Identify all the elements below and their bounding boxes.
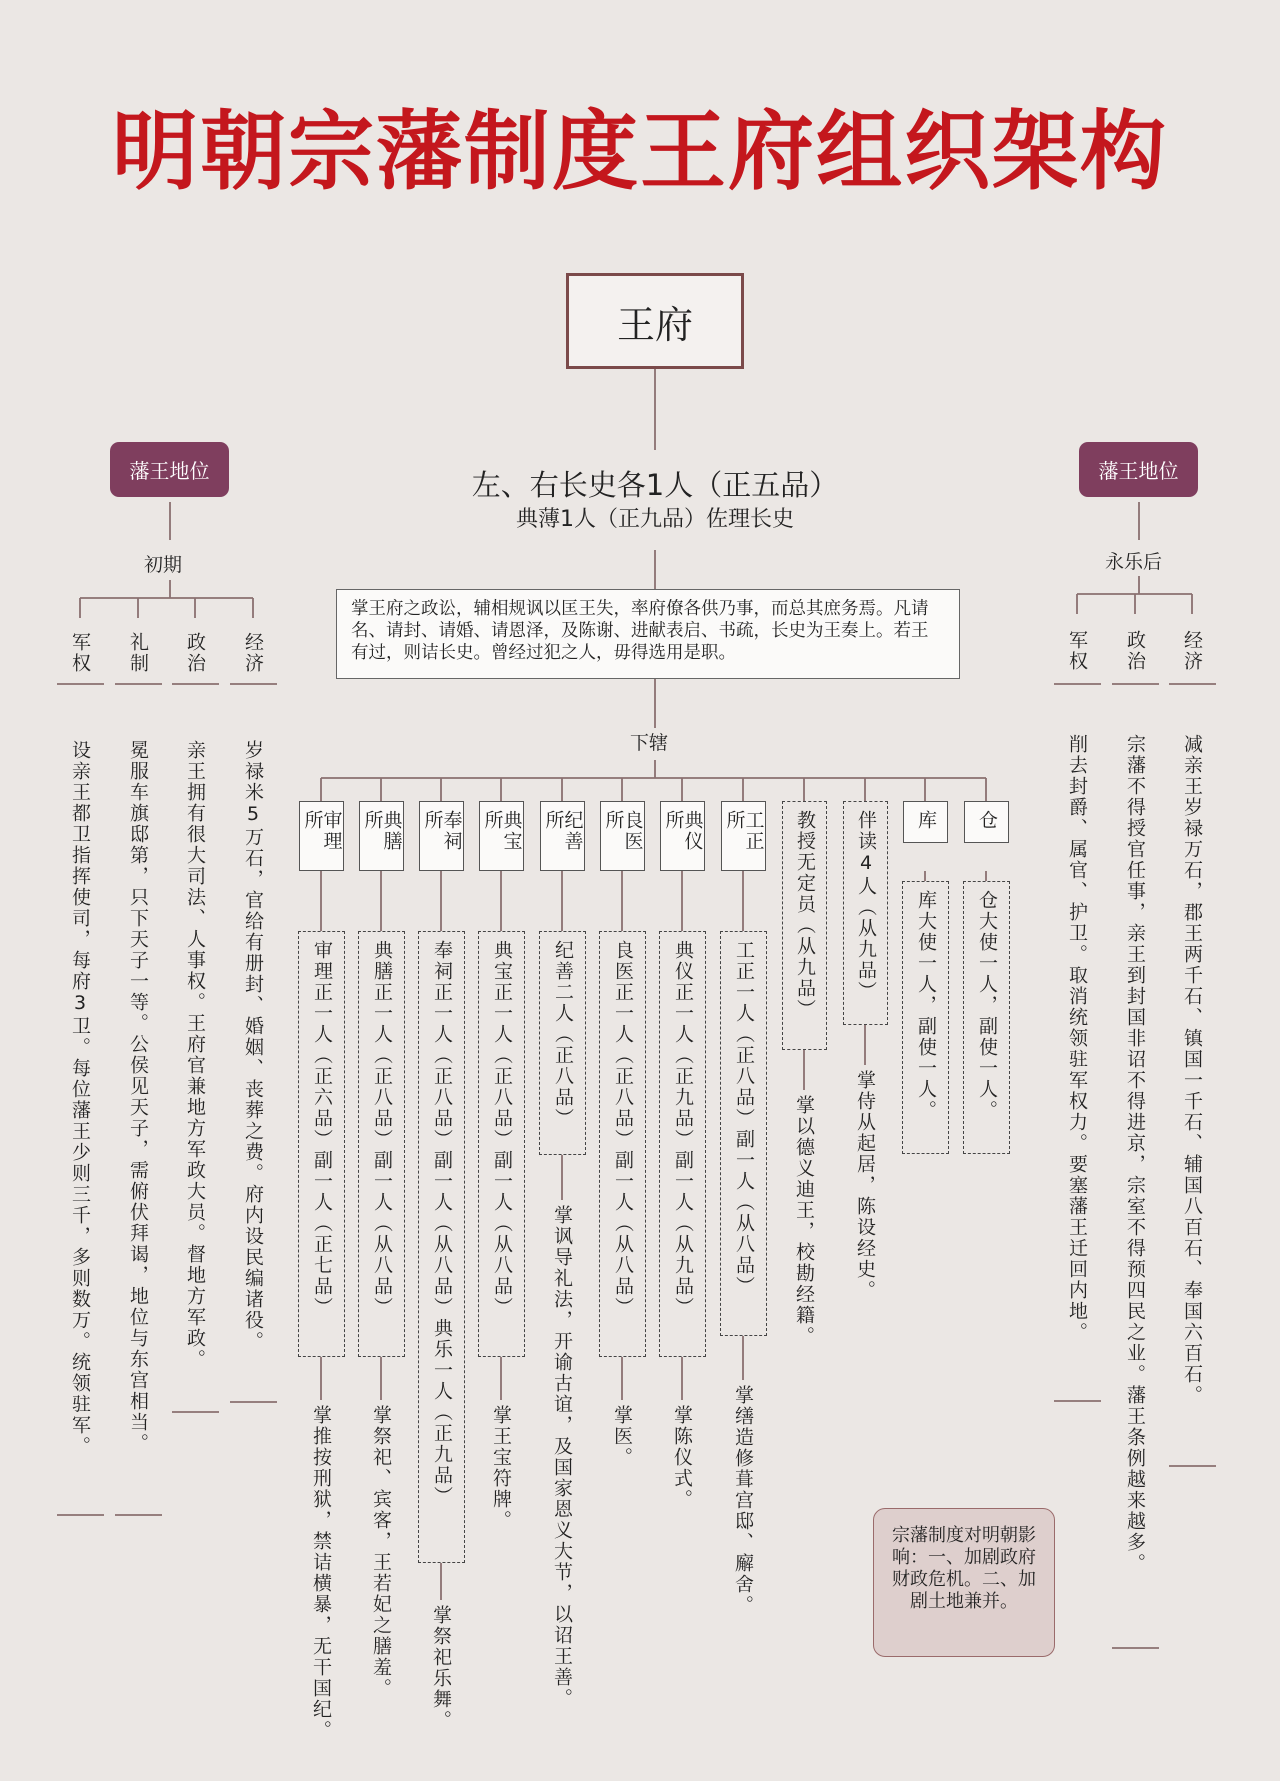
page-title: 明朝宗藩制度王府组织架构 xyxy=(112,102,1168,202)
office-dianshan-staff: 典膳正一人（正八品）副一人（从八品） xyxy=(358,931,405,1357)
office-ku-staff: 库大使一人，副使一人。 xyxy=(902,881,949,1154)
right-status-badge: 藩王地位 xyxy=(1079,442,1198,497)
right-col-economy-text: 减亲王岁禄万石，郡王两千石、镇国一千石、辅国八百石、奉国六百石。 xyxy=(1181,734,1203,1406)
left-col-ritual-head: 礼制 xyxy=(127,632,149,674)
office-liangyi-head: 良医所 xyxy=(600,801,645,871)
office-fengci-duty: 掌祭祀乐舞。 xyxy=(430,1605,452,1731)
office-ku-head: 库 xyxy=(903,801,948,843)
office-jiaoshou-box: 教授无定员（从九品） xyxy=(782,801,827,1050)
right-period-label: 永乐后 xyxy=(1101,547,1166,574)
left-col-economy-text: 岁禄米5万石，官给有册封、婚姻、丧葬之费。府内设民编诸役。 xyxy=(242,740,264,1352)
office-gongzheng-duty: 掌缮造修葺宫邸、廨舍。 xyxy=(732,1385,754,1616)
left-col-military-text: 设亲王都卫指挥使司，每府3卫。每位藩王少则三千，多则数万。统领驻军。 xyxy=(69,740,91,1457)
office-dianbao-duty: 掌王宝符牌。 xyxy=(490,1405,512,1531)
right-col-politics-head: 政治 xyxy=(1124,630,1146,672)
office-dianyi-staff: 典仪正一人（正九品）副一人（从九品） xyxy=(659,931,706,1357)
chief-duties-box: 掌王府之政讼，辅相规讽以匡王失，率府僚各供乃事，而总其庶务焉。凡请名、请封、请婚、请恩泽，及陈谢、进献表启、书疏，长史为王奏上。若王有过，则诘长史。曾经过犯之人，毋得选用是职。 xyxy=(336,589,960,679)
left-col-ritual-text: 冕服车旗邸第，只下天子一等。公侯见天子，需俯伏拜谒，地位与东宫相当。 xyxy=(127,740,149,1454)
office-shenli-staff: 审理正一人（正六品）副一人（正七品） xyxy=(298,931,345,1357)
office-gongzheng-staff: 工正一人（正八品）副一人（从八品） xyxy=(720,931,767,1336)
right-col-military-text: 削去封爵、属官、护卫。取消统领驻军权力。要塞藩王迁回内地。 xyxy=(1066,734,1088,1343)
office-cang-staff: 仓大使一人，副使一人。 xyxy=(963,881,1010,1154)
right-col-military-head: 军权 xyxy=(1066,630,1088,672)
office-fengci-head: 奉祠所 xyxy=(419,801,464,871)
office-shenli-duty: 掌推按刑狱，禁诘横暴，无干国纪。 xyxy=(310,1405,332,1741)
office-bandu-box: 伴读4人（从九品） xyxy=(843,801,888,1025)
office-jiaoshou-duty: 掌以德义迪王，校勘经籍。 xyxy=(793,1095,815,1347)
chief-historian-subtitle: 典薄1人（正九品）佐理长史 xyxy=(516,507,794,532)
office-bandu-duty: 掌侍从起居，陈设经史。 xyxy=(854,1070,876,1301)
office-dianyi-duty: 掌陈仪式。 xyxy=(671,1405,693,1510)
office-liangyi-staff: 良医正一人（正八品）副一人（从八品） xyxy=(599,931,646,1357)
left-col-politics-head: 政治 xyxy=(184,632,206,674)
left-status-badge: 藩王地位 xyxy=(110,442,229,497)
impact-note: 宗藩制度对明朝影响：一、加剧政府财政危机。二、加剧土地兼并。 xyxy=(873,1508,1055,1657)
right-col-economy-head: 经济 xyxy=(1181,630,1203,672)
office-dianyi-head: 典仪所 xyxy=(660,801,705,871)
office-jishan-staff: 纪善二人（正八品） xyxy=(539,931,586,1155)
chief-historian-title: 左、右长史各1人（正五品） xyxy=(471,468,839,502)
left-period-label: 初期 xyxy=(140,550,186,577)
right-col-politics-text: 宗藩不得授官任事，亲王到封国非诏不得进京，宗室不得预四民之业。藩王条例越来越多。 xyxy=(1124,734,1146,1574)
subordinate-label: 下辖 xyxy=(626,728,672,755)
office-dianbao-staff: 典宝正一人（正八品）副一人（从八品） xyxy=(478,931,525,1357)
office-gongzheng-head: 工正所 xyxy=(721,801,766,871)
left-col-military-head: 军权 xyxy=(69,632,91,674)
office-dianshan-duty: 掌祭祀、宾客，王若妃之膳羞。 xyxy=(370,1405,392,1699)
left-col-politics-text: 亲王拥有很大司法、人事权。王府官兼地方军政大员。督地方军政。 xyxy=(184,740,206,1370)
office-shenli-head: 审理所 xyxy=(299,801,344,871)
office-dianshan-head: 典膳所 xyxy=(359,801,404,871)
office-liangyi-duty: 掌医。 xyxy=(611,1405,633,1468)
office-fengci-staff: 奉祠正一人（正八品）副一人（从八品）典乐一人（正九品） xyxy=(418,931,465,1563)
root-node-wangfu: 王府 xyxy=(566,273,744,369)
office-cang-head: 仓 xyxy=(964,801,1009,843)
left-col-economy-head: 经济 xyxy=(242,632,264,674)
office-jishan-duty: 掌讽导礼法，开谕古谊，及国家恩义大节，以诏王善。 xyxy=(551,1205,573,1709)
office-jishan-head: 纪善所 xyxy=(540,801,585,871)
office-dianbao-head: 典宝所 xyxy=(479,801,524,871)
